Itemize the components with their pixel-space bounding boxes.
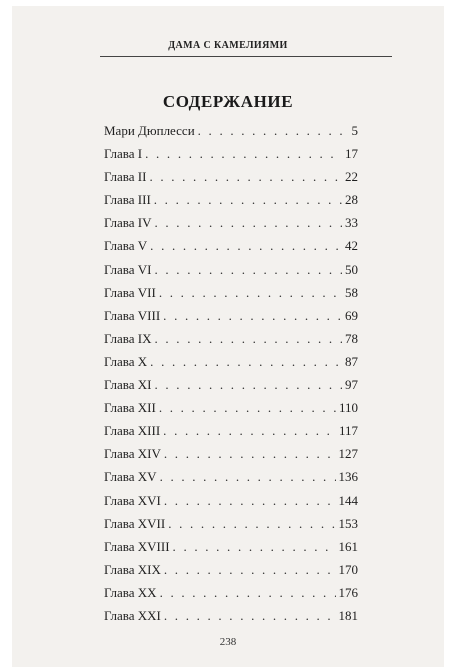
toc-entry-label: Глава XXI bbox=[104, 607, 161, 623]
book-page bbox=[12, 6, 444, 667]
toc-entry-page: 28 bbox=[345, 192, 358, 208]
page-number: 238 bbox=[219, 636, 237, 648]
toc-entry-page: 110 bbox=[338, 400, 358, 416]
toc-leader-dots bbox=[155, 327, 343, 350]
toc-leader-dots bbox=[164, 489, 336, 512]
toc-entry-label: Глава XX bbox=[104, 584, 157, 600]
toc-leader-dots bbox=[173, 535, 336, 558]
toc-leader-dots bbox=[155, 211, 343, 234]
toc-entry-page: 176 bbox=[338, 584, 358, 600]
toc-entry-label: Глава XIX bbox=[104, 561, 161, 577]
toc-leader-dots bbox=[145, 142, 342, 165]
toc-leader-dots bbox=[160, 465, 336, 488]
toc-entry-label: Глава VI bbox=[104, 261, 152, 277]
toc-entry-label: Глава XV bbox=[104, 469, 157, 485]
toc-entry-label: Глава V bbox=[104, 238, 148, 254]
toc-entry[interactable] bbox=[104, 396, 358, 419]
toc-entry[interactable] bbox=[104, 281, 358, 304]
toc-entry[interactable] bbox=[104, 419, 358, 442]
toc-entry[interactable] bbox=[104, 327, 358, 350]
toc-entry[interactable] bbox=[104, 442, 358, 465]
toc-entry[interactable] bbox=[104, 258, 358, 281]
toc-leader-dots bbox=[150, 350, 342, 373]
toc-entry-label: Глава III bbox=[104, 192, 151, 208]
toc-entry-page: 87 bbox=[345, 353, 358, 369]
header-rule bbox=[100, 56, 392, 57]
toc-entry-label: Мари Дюплесси bbox=[104, 123, 195, 138]
toc-leader-dots bbox=[155, 258, 343, 281]
toc-entry-label: Глава IX bbox=[104, 330, 152, 346]
running-header: ДАМА С КАМЕЛИЯМИ bbox=[168, 40, 288, 51]
toc-leader-dots bbox=[164, 442, 336, 465]
toc-entry-label: Глава XVIII bbox=[104, 538, 170, 554]
toc-entry[interactable] bbox=[104, 581, 358, 604]
toc-entry[interactable] bbox=[104, 119, 358, 142]
toc-entry[interactable] bbox=[104, 211, 358, 234]
toc-entry[interactable] bbox=[104, 512, 358, 535]
toc-entry-label: Глава VIII bbox=[104, 307, 161, 323]
toc-entry-label: Глава VII bbox=[104, 284, 156, 300]
toc-entry-page: 181 bbox=[338, 607, 358, 623]
toc-entry[interactable] bbox=[104, 350, 358, 373]
toc-entry-page: 97 bbox=[345, 377, 358, 393]
toc-entry-label: Глава II bbox=[104, 169, 147, 185]
toc-entry-label: Глава X bbox=[104, 353, 148, 369]
toc-leader-dots bbox=[163, 304, 342, 327]
toc-entry-page: 17 bbox=[345, 146, 358, 162]
toc-entry-page: 144 bbox=[338, 492, 358, 508]
toc-entry-page: 42 bbox=[345, 238, 358, 254]
toc-entry-label: Глава I bbox=[104, 146, 143, 162]
toc-title: СОДЕРЖАНИЕ bbox=[162, 92, 294, 111]
toc-entry-page: 170 bbox=[338, 561, 358, 577]
toc-leader-dots bbox=[159, 281, 342, 304]
toc-entry-page: 153 bbox=[338, 515, 358, 531]
toc-leader-dots bbox=[150, 234, 342, 257]
toc-entry-page: 117 bbox=[338, 423, 358, 439]
toc-entry[interactable] bbox=[104, 373, 358, 396]
toc-entry-page: 136 bbox=[338, 469, 358, 485]
toc-leader-dots bbox=[154, 188, 342, 211]
toc-entry[interactable] bbox=[104, 604, 358, 627]
toc-entry-page: 22 bbox=[345, 169, 358, 185]
toc-entry-page: 5 bbox=[351, 123, 358, 138]
toc-entry-label: Глава XII bbox=[104, 400, 156, 416]
toc-entry-page: 50 bbox=[345, 261, 358, 277]
toc-entry-page: 127 bbox=[338, 446, 358, 462]
toc-entry[interactable] bbox=[104, 489, 358, 512]
toc-entry[interactable] bbox=[104, 165, 358, 188]
toc-leader-dots bbox=[160, 581, 336, 604]
toc-entry-page: 161 bbox=[338, 538, 358, 554]
toc-leader-dots bbox=[198, 119, 349, 142]
toc-leader-dots bbox=[164, 604, 336, 627]
toc-leader-dots bbox=[163, 419, 336, 442]
toc-entry-label: Глава XVII bbox=[104, 515, 166, 531]
toc-entry[interactable] bbox=[104, 234, 358, 257]
toc-leader-dots bbox=[159, 396, 336, 419]
toc-leader-dots bbox=[164, 558, 336, 581]
toc-entry-page: 78 bbox=[345, 330, 358, 346]
toc-entry-page: 69 bbox=[345, 307, 358, 323]
toc-entry[interactable] bbox=[104, 558, 358, 581]
toc-entry[interactable] bbox=[104, 142, 358, 165]
toc-entry-page: 33 bbox=[345, 215, 358, 231]
toc-entry[interactable] bbox=[104, 304, 358, 327]
toc-entry[interactable] bbox=[104, 535, 358, 558]
toc-entry[interactable] bbox=[104, 188, 358, 211]
toc-leader-dots bbox=[168, 512, 335, 535]
toc-list bbox=[104, 119, 358, 627]
toc-leader-dots bbox=[149, 165, 342, 188]
toc-entry-label: Глава IV bbox=[104, 215, 152, 231]
toc-entry-label: Глава XI bbox=[104, 377, 152, 393]
toc-entry-label: Глава XIII bbox=[104, 423, 161, 439]
toc-entry[interactable] bbox=[104, 465, 358, 488]
toc-leader-dots bbox=[155, 373, 343, 396]
toc-entry-page: 58 bbox=[345, 284, 358, 300]
toc-entry-label: Глава XIV bbox=[104, 446, 161, 462]
toc-entry-label: Глава XVI bbox=[104, 492, 161, 508]
